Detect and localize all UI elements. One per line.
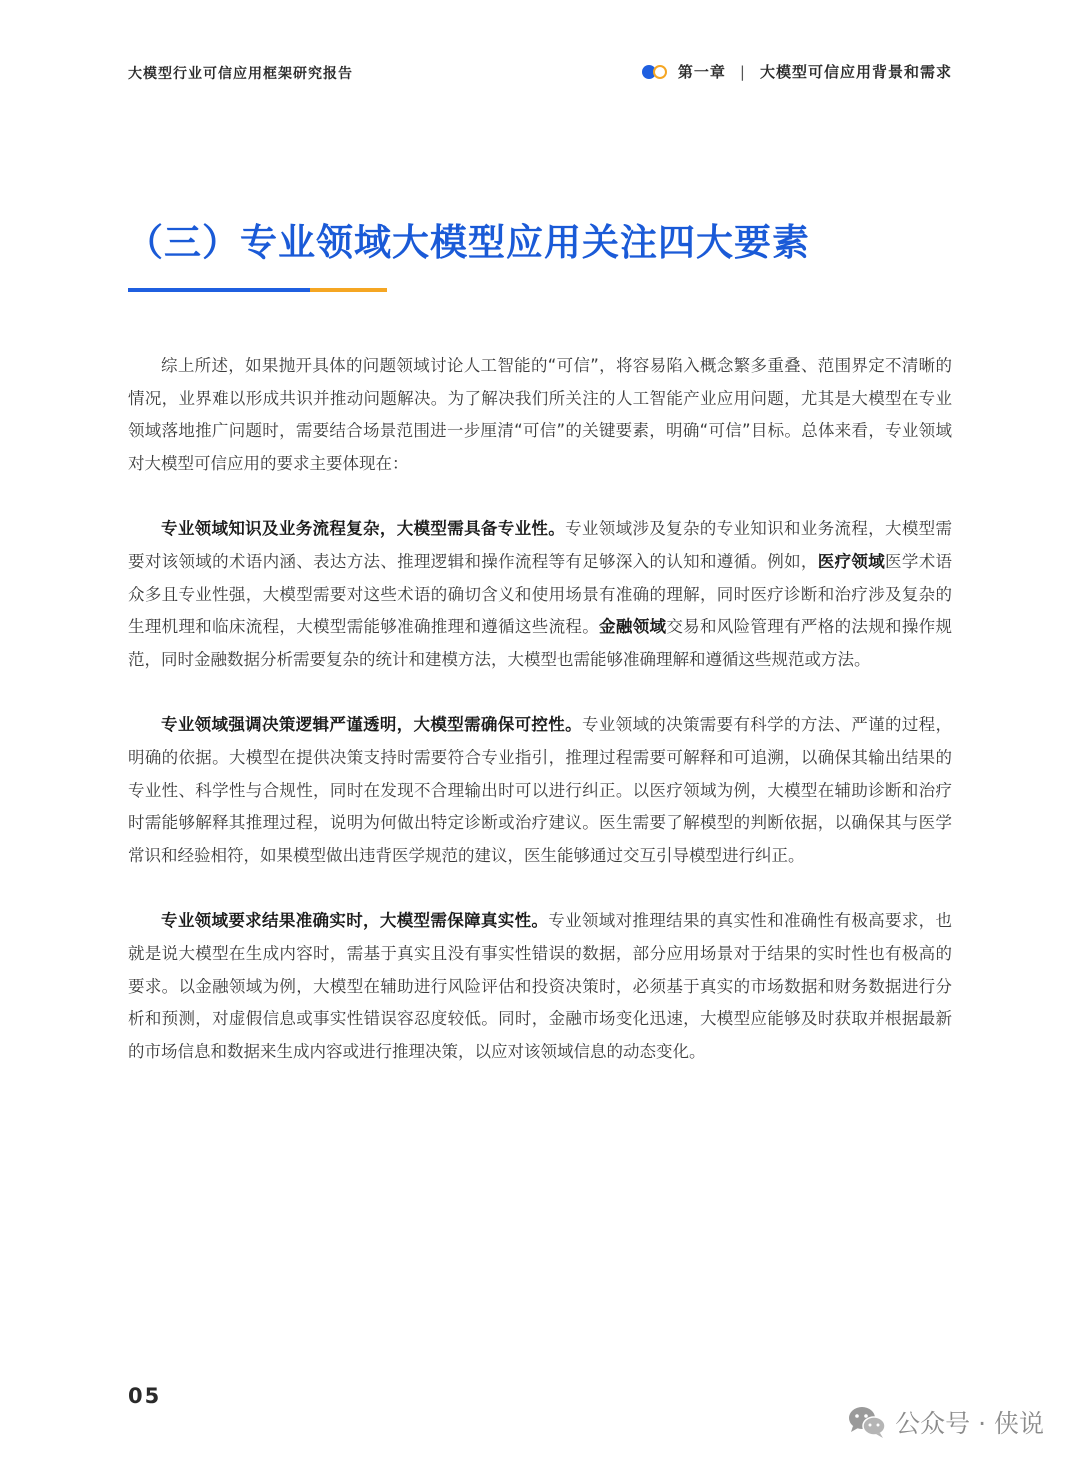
paragraph-intro: 综上所述，如果抛开具体的问题领域讨论人工智能的“可信”，将容易陷入概念繁多重叠、范围界定不清晰的情况，业界难以形成共识并推动问题解决。为了解决我们所关注的人工智能产业应用问题，尤其是大模型在专业领域落地推广问题时，需要结合场景范围进一步厘清“可信”的关键要素，明确“可信”目标。总体来看，专业领域对大模型可信应用的要求主要体现在： [128,356,952,473]
chapter-label: 第一章 [677,63,726,81]
keyword-medical: 医疗领域 [817,551,886,571]
watermark-text: 公众号 · 侠说 [895,1409,1044,1438]
keyword-finance: 金融领域 [599,617,667,637]
page-number: 05 [128,1384,162,1408]
body-text [128,350,952,1101]
paragraph-controllability: 专业领域强调决策逻辑严谨透明，大模型需确保可控性。专业领域的决策需要有科学的方法、严谨的过程，明确的依据。大模型在提供决策支持时需要符合专业指引，推理过程需要可解释和可追溯，以确保其输出结果的专业性、科学性与合规性，同时在发现不合理输出时可以进行纠正。以医疗领域为例，大模型在辅助诊断和治疗时需能够解释其推理过程，说明为何做出特定诊断或治疗建议。医生需要了解模型的判断依据，以确保其与医学常识和经验相符，如果模型做出违背医学规范的建议，医生能够通过交互引导模型进行纠正。 [128,715,953,865]
paragraph-authenticity: 专业领域要求结果准确实时，大模型需保障真实性。专业领域对推理结果的真实性和准确性有极高要求，也就是说大模型在生成内容时，需基于真实且没有事实性错误的数据，部分应用场景对于结果的实时性也有极高的要求。以金融领域为例，大模型在辅助进行风险评估和投资决策时，必须基于真实的市场数据和财务数据进行分析和预测，对虚假信息或事实性错误容忍度较低。同时，金融市场变化迅速，大模型应能够及时获取并根据最新的市场信息和数据来生成内容或进行推理决策，以应对该领域信息的动态变化。 [128,911,953,1061]
chapter-dot-icon [642,64,670,80]
watermark [847,1404,1044,1440]
paragraph-professionalism: 专业领域知识及业务流程复杂，大模型需具备专业性。专业领域涉及复杂的专业知识和业务流程，大模型需要对该领域的术语内涵、表达方法、推理逻辑和操作流程等有足够深入的认知和遵循。例如，医疗领域医学术语众多且专业性强，大模型需要对这些术语的确切含义和使用场景有准确的理解，同时医疗诊断和治疗涉及复杂的生理机理和临床流程，大模型需能够准确推理和遵循这些流程。金融领域交易和风险管理有严格的法规和操作规范，同时金融数据分析需要复杂的统计和建模方法，大模型也需能够准确理解和遵循这些规范或方法。 [128,519,953,669]
wechat-icon [847,1405,887,1439]
title-underline [128,288,387,292]
paragraph-lead: 专业领域知识及业务流程复杂，大模型需具备专业性。 [161,519,566,539]
paragraph-lead: 专业领域强调决策逻辑严谨透明，大模型需确保可控性。 [161,715,582,735]
chapter-header [642,61,952,82]
section-title: （三）专业领域大模型应用关注四大要素 [126,221,810,264]
header-separator: | [739,62,746,81]
report-title: 大模型行业可信应用框架研究报告 [128,66,353,82]
paragraph-lead: 专业领域要求结果准确实时，大模型需保障真实性。 [161,911,549,931]
chapter-title: 大模型可信应用背景和需求 [759,63,952,81]
